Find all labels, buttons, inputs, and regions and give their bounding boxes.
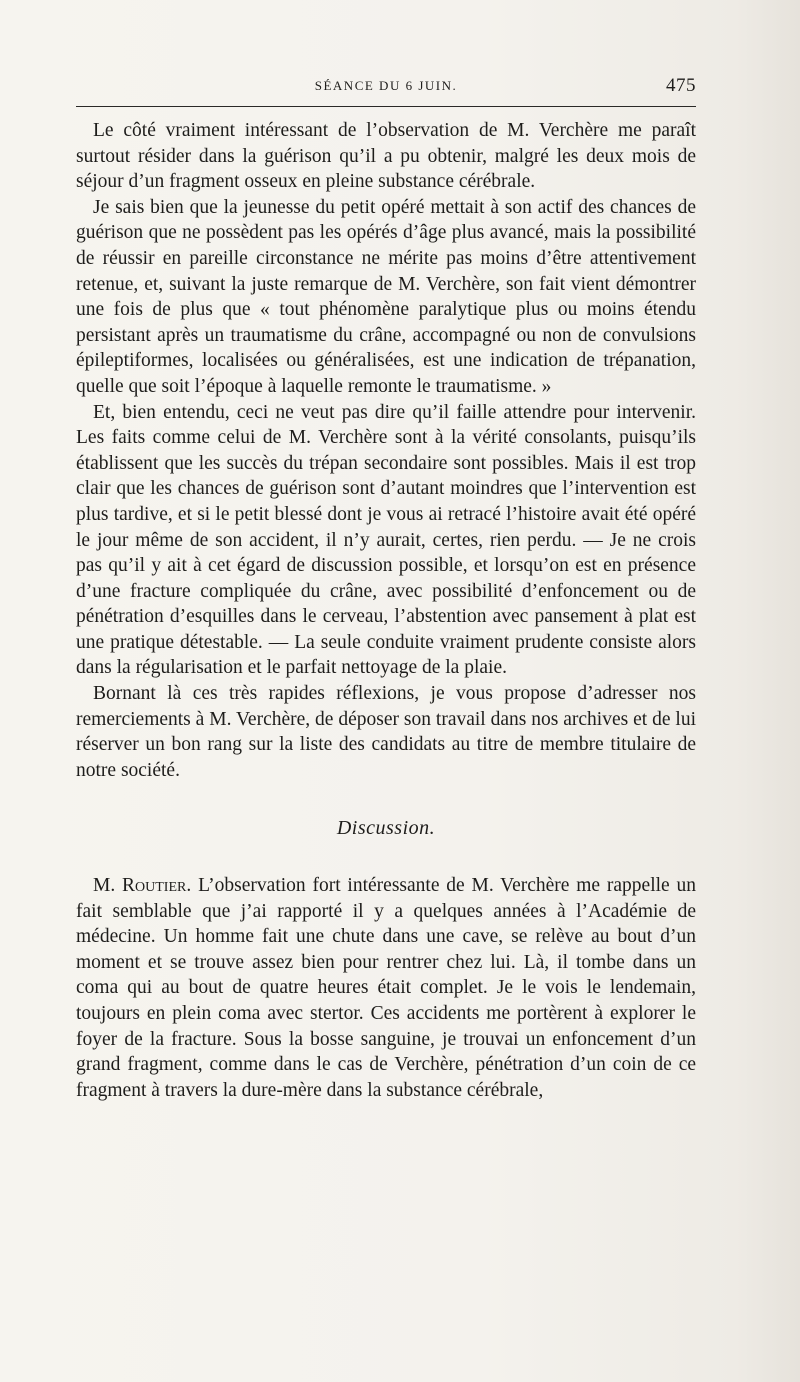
discussion-paragraph: [76, 873, 696, 1103]
body-text: [76, 118, 696, 1103]
section-heading: Discussion.: [336, 817, 436, 840]
speaker-name: Routier.: [122, 875, 192, 897]
header-rule: [76, 106, 696, 107]
speaker-prefix: M.: [93, 875, 116, 897]
paragraph: Et, bien entendu, ceci ne veut pas dire qu’il faille attendre pour intervenir. Les faits comme celui de M. Verchère sont à la vérité consolants, puisqu’ils établissent que les succès du trépan secondaire sont possibles. Mais il est trop clair que les chances de guérison sont d’autant moindres que l’intervention est plus tardive, et si le petit blessé dont je vous ai retracé l’histoire avait été opéré le jour même de son accident, il n’y aurait, certes, rien perdu. — Je ne crois pas qu’il y ait à cet égard de discussion possible, et lorsqu’on est en présence d’une fracture compliquée du crâne, avec possibilité d’enfoncement ou de pénétration d’esquilles dans le cerveau, l’abstention avec pansement à plat est une pratique détestable. — La seule conduite vraiment prudente consiste alors dans la régularisation et le parfait nettoyage de la plaie.: [76, 401, 696, 679]
paragraph: Bornant là ces très rapides réflexions, je vous propose d’adresser nos remerciements à M. Verchère, de déposer son travail dans nos archives et de lui réserver un bon rang sur la liste des candidats au titre de membre titulaire de notre société.: [76, 683, 696, 781]
running-head: [76, 76, 696, 102]
running-title: SÉANCE DU 6 JUIN.: [314, 78, 458, 93]
paragraph: Je sais bien que la jeunesse du petit opéré mettait à son actif des chances de guérison que ne possèdent pas les opérés d’âge plus avancé, mais la possibilité de réussir en pareille circonstance ne mérite pas moins d’être attentivement retenue, et, suivant la juste remarque de M. Verchère, son fait vient démontrer une fois de plus que « tout phénomène paralytique plus ou moins étendu persistant après un traumatisme du crâne, accompagné ou non de convulsions épileptiformes, localisées ou généralisées, est une indication de trépanation, quelle que soit l’époque à laquelle remonte le traumatisme. »: [76, 196, 696, 397]
paragraph: Le côté vraiment intéressant de l’observation de M. Verchère me paraît surtout résider dans la guérison qu’il a pu obtenir, malgré les deux mois de séjour d’un fragment osseux en pleine substance cérébrale.: [76, 120, 696, 193]
page-number: 475: [666, 75, 696, 96]
discussion-text: L’observation fort intéressante de M. Verchère me rappelle un fait semblable que j’ai rapporté il y a quelques années à l’Académie de médecine. Un homme fait une chute dans une cave, se relève au bout d’un moment et se trouve assez bien pour rentrer chez lui. Là, il tombe dans un coma qui au bout de quatre heures était complet. Je le vois le lendemain, toujours en plein coma avec stertor. Ces accidents me portèrent à explorer le foyer de la fracture. Sous la bosse sanguine, je trouvai un enfoncement d’un grand fragment, comme dans le cas de Verchère, pénétration d’un coin de ce fragment à travers la dure-mère dans la substance cérébrale,: [76, 875, 696, 1101]
